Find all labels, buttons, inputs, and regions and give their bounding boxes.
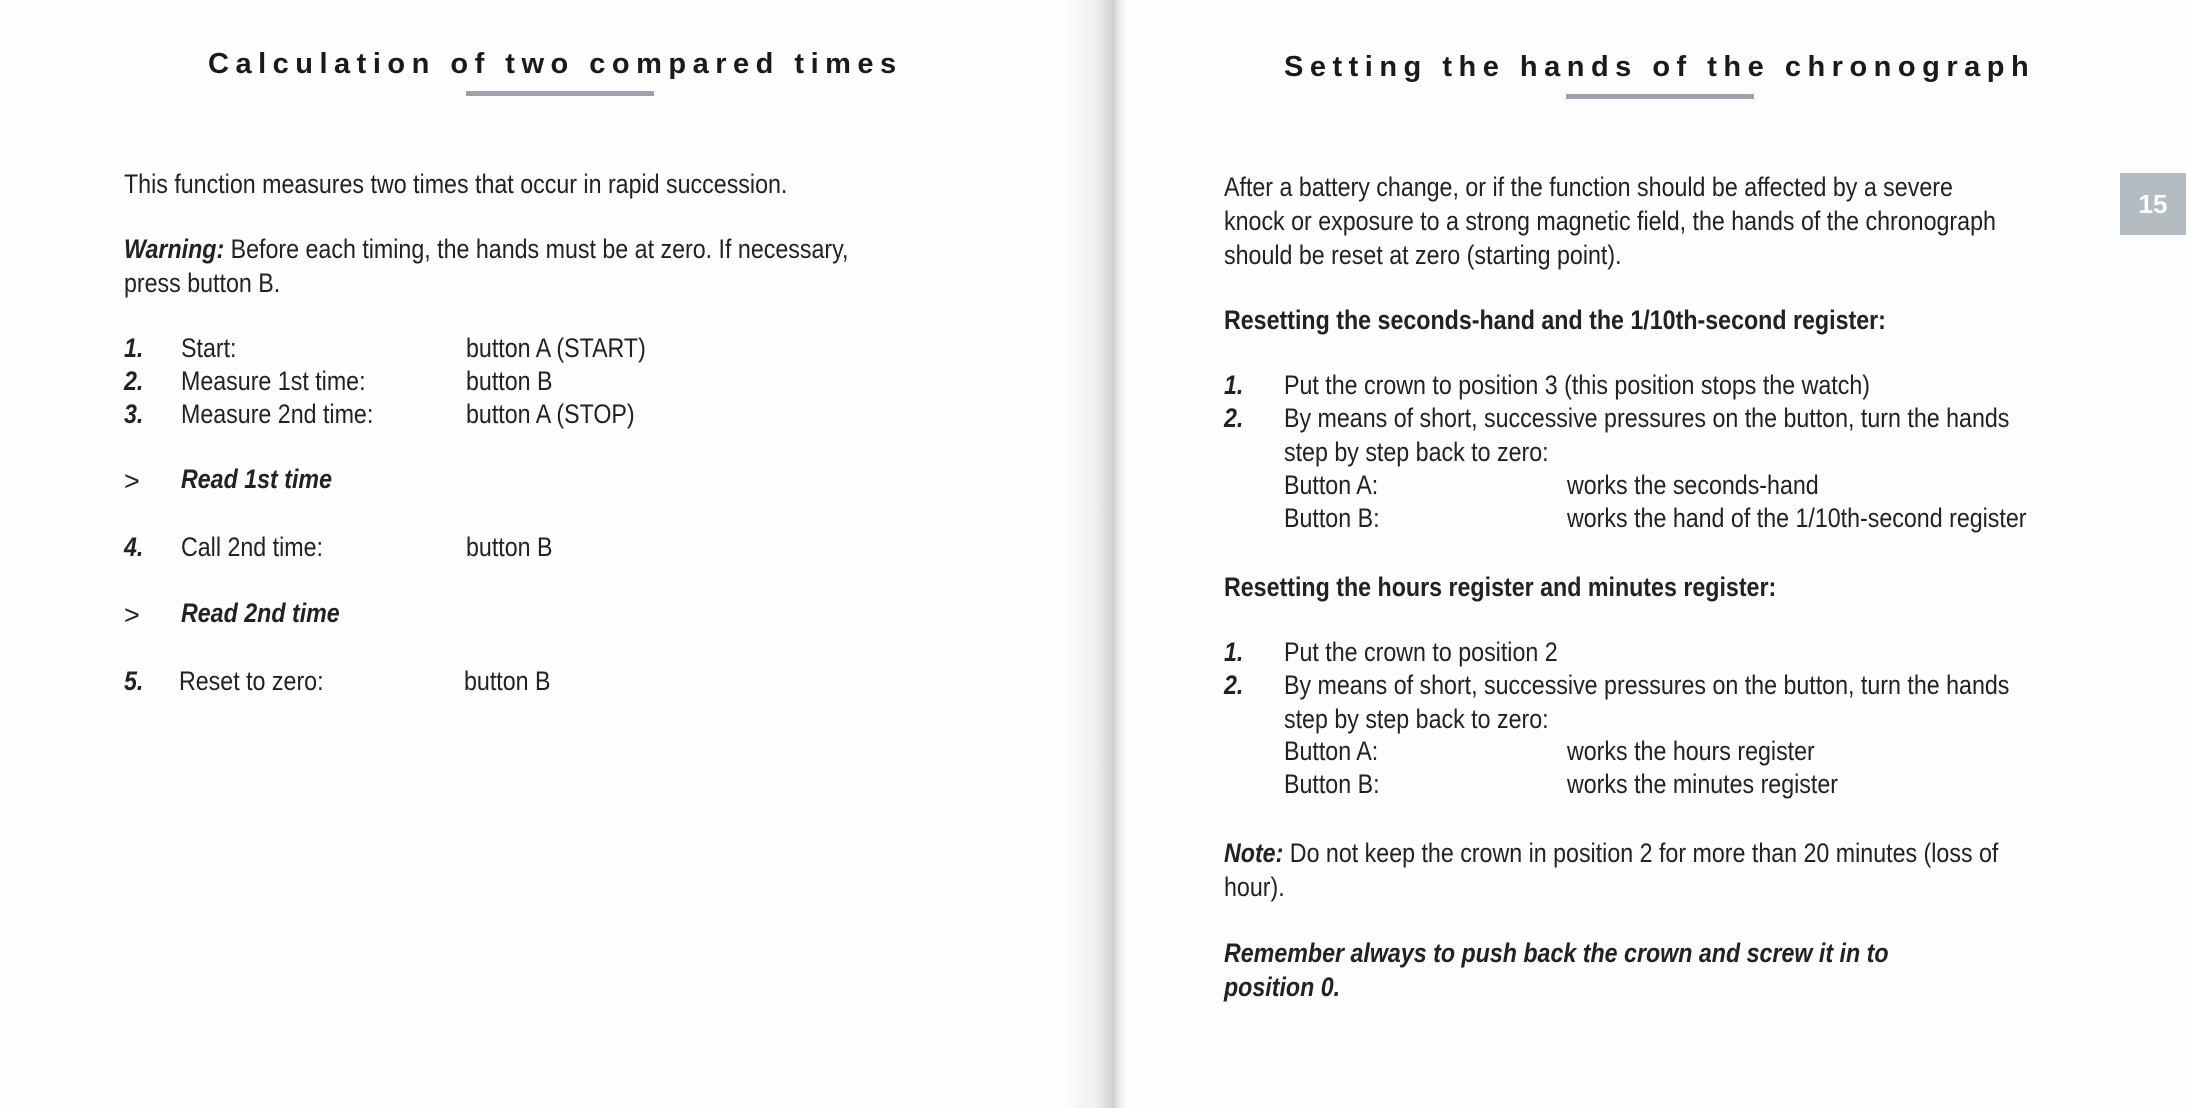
step-text: step by step back to zero: xyxy=(1284,437,1549,467)
note-line-1 xyxy=(1224,836,1998,870)
read-1st-time: Read 1st time xyxy=(181,464,332,494)
step-number: 4. xyxy=(124,532,144,562)
button-label: Button B: xyxy=(1284,769,1380,799)
left-title-underline xyxy=(466,91,654,96)
step-label: Measure 2nd time: xyxy=(181,399,374,429)
note-label: Note: xyxy=(1224,838,1284,868)
button-label: Button B: xyxy=(1284,503,1380,533)
step-value: button A (START) xyxy=(466,333,646,363)
remember-line-2: position 0. xyxy=(1224,972,1341,1002)
step-text: Put the crown to position 2 xyxy=(1284,637,1558,667)
right-title-underline xyxy=(1566,94,1754,99)
step-label: Start: xyxy=(181,333,237,363)
step-text: Put the crown to position 3 (this position stops the watch) xyxy=(1284,370,1870,400)
button-label: Button A: xyxy=(1284,470,1379,500)
right-intro-line: After a battery change, or if the function should be affected by a severe xyxy=(1224,172,1953,202)
warning-label: Warning: xyxy=(124,234,225,264)
step-label: Reset to zero: xyxy=(179,666,324,696)
note-text: Do not keep the crown in position 2 for more than 20 minutes (loss of xyxy=(1289,838,1999,868)
warning-line-1 xyxy=(124,232,848,266)
button-function: works the minutes register xyxy=(1567,769,1839,799)
step-number: 2. xyxy=(124,366,144,396)
step-text: By means of short, successive pressures on the button, turn the hands xyxy=(1284,403,2010,433)
step-number: 3. xyxy=(124,399,144,429)
read-2nd-time: Read 2nd time xyxy=(181,598,340,628)
warning-line-2: press button B. xyxy=(124,268,281,298)
button-function: works the hand of the 1/10th-second register xyxy=(1567,503,2027,533)
step-value: button B xyxy=(466,366,553,396)
step-value: button B xyxy=(466,532,553,562)
step-number: 1. xyxy=(1224,637,1244,667)
right-page-title: Setting the hands of the chronograph xyxy=(1284,51,2036,83)
button-function: works the hours register xyxy=(1567,736,1815,766)
read-marker: > xyxy=(124,466,140,496)
warning-text: Before each timing, the hands must be at zero. If necessary, xyxy=(230,234,849,264)
left-intro: This function measures two times that occur in rapid succession. xyxy=(124,169,788,199)
remember-line-1: Remember always to push back the crown and screw it in to xyxy=(1224,938,1889,968)
step-number: 1. xyxy=(1224,370,1244,400)
step-label: Call 2nd time: xyxy=(181,532,323,562)
section-heading-hours: Resetting the hours register and minutes register: xyxy=(1224,572,1777,602)
step-number: 5. xyxy=(124,666,144,696)
note-line-2: hour). xyxy=(1224,872,1285,902)
button-label: Button A: xyxy=(1284,736,1379,766)
step-value: button B xyxy=(464,666,551,696)
step-number: 2. xyxy=(1224,670,1244,700)
step-number: 1. xyxy=(124,333,144,363)
read-marker: > xyxy=(124,600,140,630)
button-function: works the seconds-hand xyxy=(1567,470,1819,500)
section-heading-seconds: Resetting the seconds-hand and the 1/10th-second register: xyxy=(1224,305,1886,335)
step-text: By means of short, successive pressures on the button, turn the hands xyxy=(1284,670,2010,700)
step-label: Measure 1st time: xyxy=(181,366,366,396)
left-page-title: Calculation of two compared times xyxy=(208,48,903,80)
step-text: step by step back to zero: xyxy=(1284,704,1549,734)
right-intro-line: should be reset at zero (starting point). xyxy=(1224,240,1622,270)
step-number: 2. xyxy=(1224,403,1244,433)
page-number-tab: 15 xyxy=(2120,173,2186,235)
right-intro-line: knock or exposure to a strong magnetic field, the hands of the chronograph xyxy=(1224,206,1996,236)
step-value: button A (STOP) xyxy=(466,399,635,429)
